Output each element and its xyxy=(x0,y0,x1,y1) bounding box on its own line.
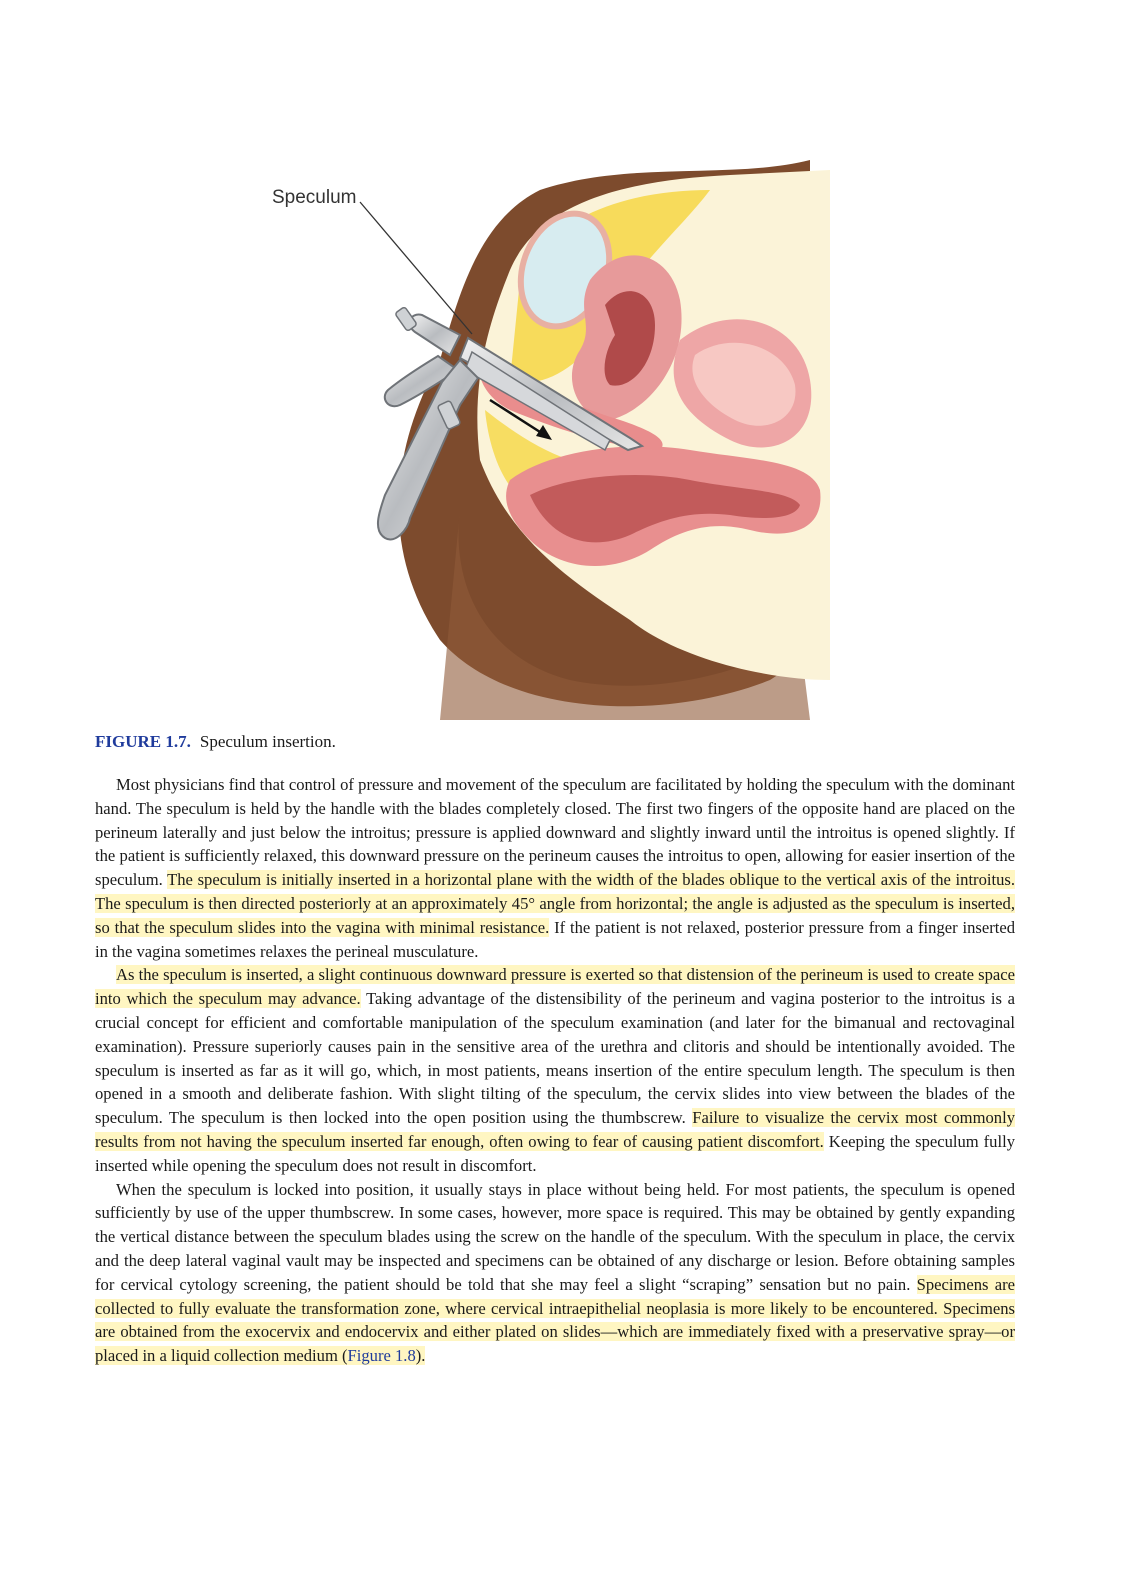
anatomical-illustration xyxy=(210,120,830,720)
figure-caption-text: Speculum insertion. xyxy=(199,732,336,751)
text-segment: Keeping the speculum fully inserted while opening the speculum does not result in discomfort. xyxy=(95,1131,1015,1175)
highlighted-text: Failure to visualize the cervix most commonly results from not having the speculum inserted far enough, often owing to fear of causing patient discomfort. xyxy=(95,1108,1015,1151)
text-segment: Taking advantage of the distensibility of the perineum and vagina posterior to the introitus is a crucial concept for efficient and comfortable manipulation of the speculum examination (and later for the bimanual and rectovaginal examination). Pressure superiorly causes pain in the sensitive area of the urethra and clitoris and should be intentionally avoided. The speculum is inserted as far as it will go, which, in most patients, means insertion of the entire speculum length. The speculum is then opened in a smooth and deliberate fashion. With slight tilting of the speculum, the cervix slides into view between the blades of the speculum. The speculum is then locked into the open position using the thumbscrew. xyxy=(95,989,1016,1128)
highlighted-text: ). xyxy=(415,1346,426,1366)
paragraph xyxy=(95,773,1015,963)
paragraph xyxy=(95,1178,1015,1368)
text-segment: Most physicians find that control of pressure and movement of the speculum are facilitated by holding the speculum with the dominant hand. The speculum is held by the handle with the blades completely closed. The first two fingers of the opposite hand are placed on the perineum laterally and just below the introitus; pressure is applied downward and slightly inward until the introitus is opened slightly. If the patient is sufficiently relaxed, this downward pressure on the perineum causes the introitus to open, allowing for easier insertion of the speculum. xyxy=(95,775,1015,890)
highlighted-text: The speculum is initially inserted in a horizontal plane with the width of the blades oblique to the vertical axis of the introitus. The speculum is then directed posteriorly at an approximately 45° angle from horizontal; the angle is adjusted as the speculum is inserted, so that the speculum slides into the vagina with minimal resistance. xyxy=(95,870,1016,937)
highlighted-text: Specimens are collected to fully evaluate the transformation zone, where cervical intraepithelial neoplasia is more likely to be encountered. Specimens are obtained from the exocervix and endocervix and either plated on slides—which are immediately fixed with a preservative spray—or placed in a liquid collection medium ( xyxy=(95,1274,1015,1366)
speculum-insertion-diagram xyxy=(210,120,830,720)
highlighted-text: As the speculum is inserted, a slight continuous downward pressure is exerted so that distension of the perineum is used to create space into which the speculum may advance. xyxy=(95,965,1015,1009)
body-text xyxy=(95,773,1015,1368)
figure-reference-link[interactable]: Figure 1.8 xyxy=(347,1346,416,1366)
figure-caption xyxy=(95,730,1015,754)
paragraph xyxy=(95,963,1015,1177)
text-segment: When the speculum is locked into position, it usually stays in place without being held. For most patients, the speculum is opened sufficiently by use of the upper thumbscrew. In some cases, however, more space is required. This may be obtained by gently expanding the vertical distance between the speculum blades using the screw on the handle of the speculum. With the speculum in place, the cervix and the deep lateral vaginal vault may be inspected and specimens can be obtained of any discharge or lesion. Before obtaining samples for cervical cytology screening, the patient should be told that she may feel a slight “scraping” sensation but no pain. xyxy=(95,1179,1015,1294)
speculum-label: Speculum xyxy=(272,187,357,208)
figure-number: FIGURE 1.7. xyxy=(95,732,191,751)
text-segment: If the patient is not relaxed, posterior pressure from a finger inserted in the vagina sometimes relaxes the perineal musculature. xyxy=(95,917,1015,961)
